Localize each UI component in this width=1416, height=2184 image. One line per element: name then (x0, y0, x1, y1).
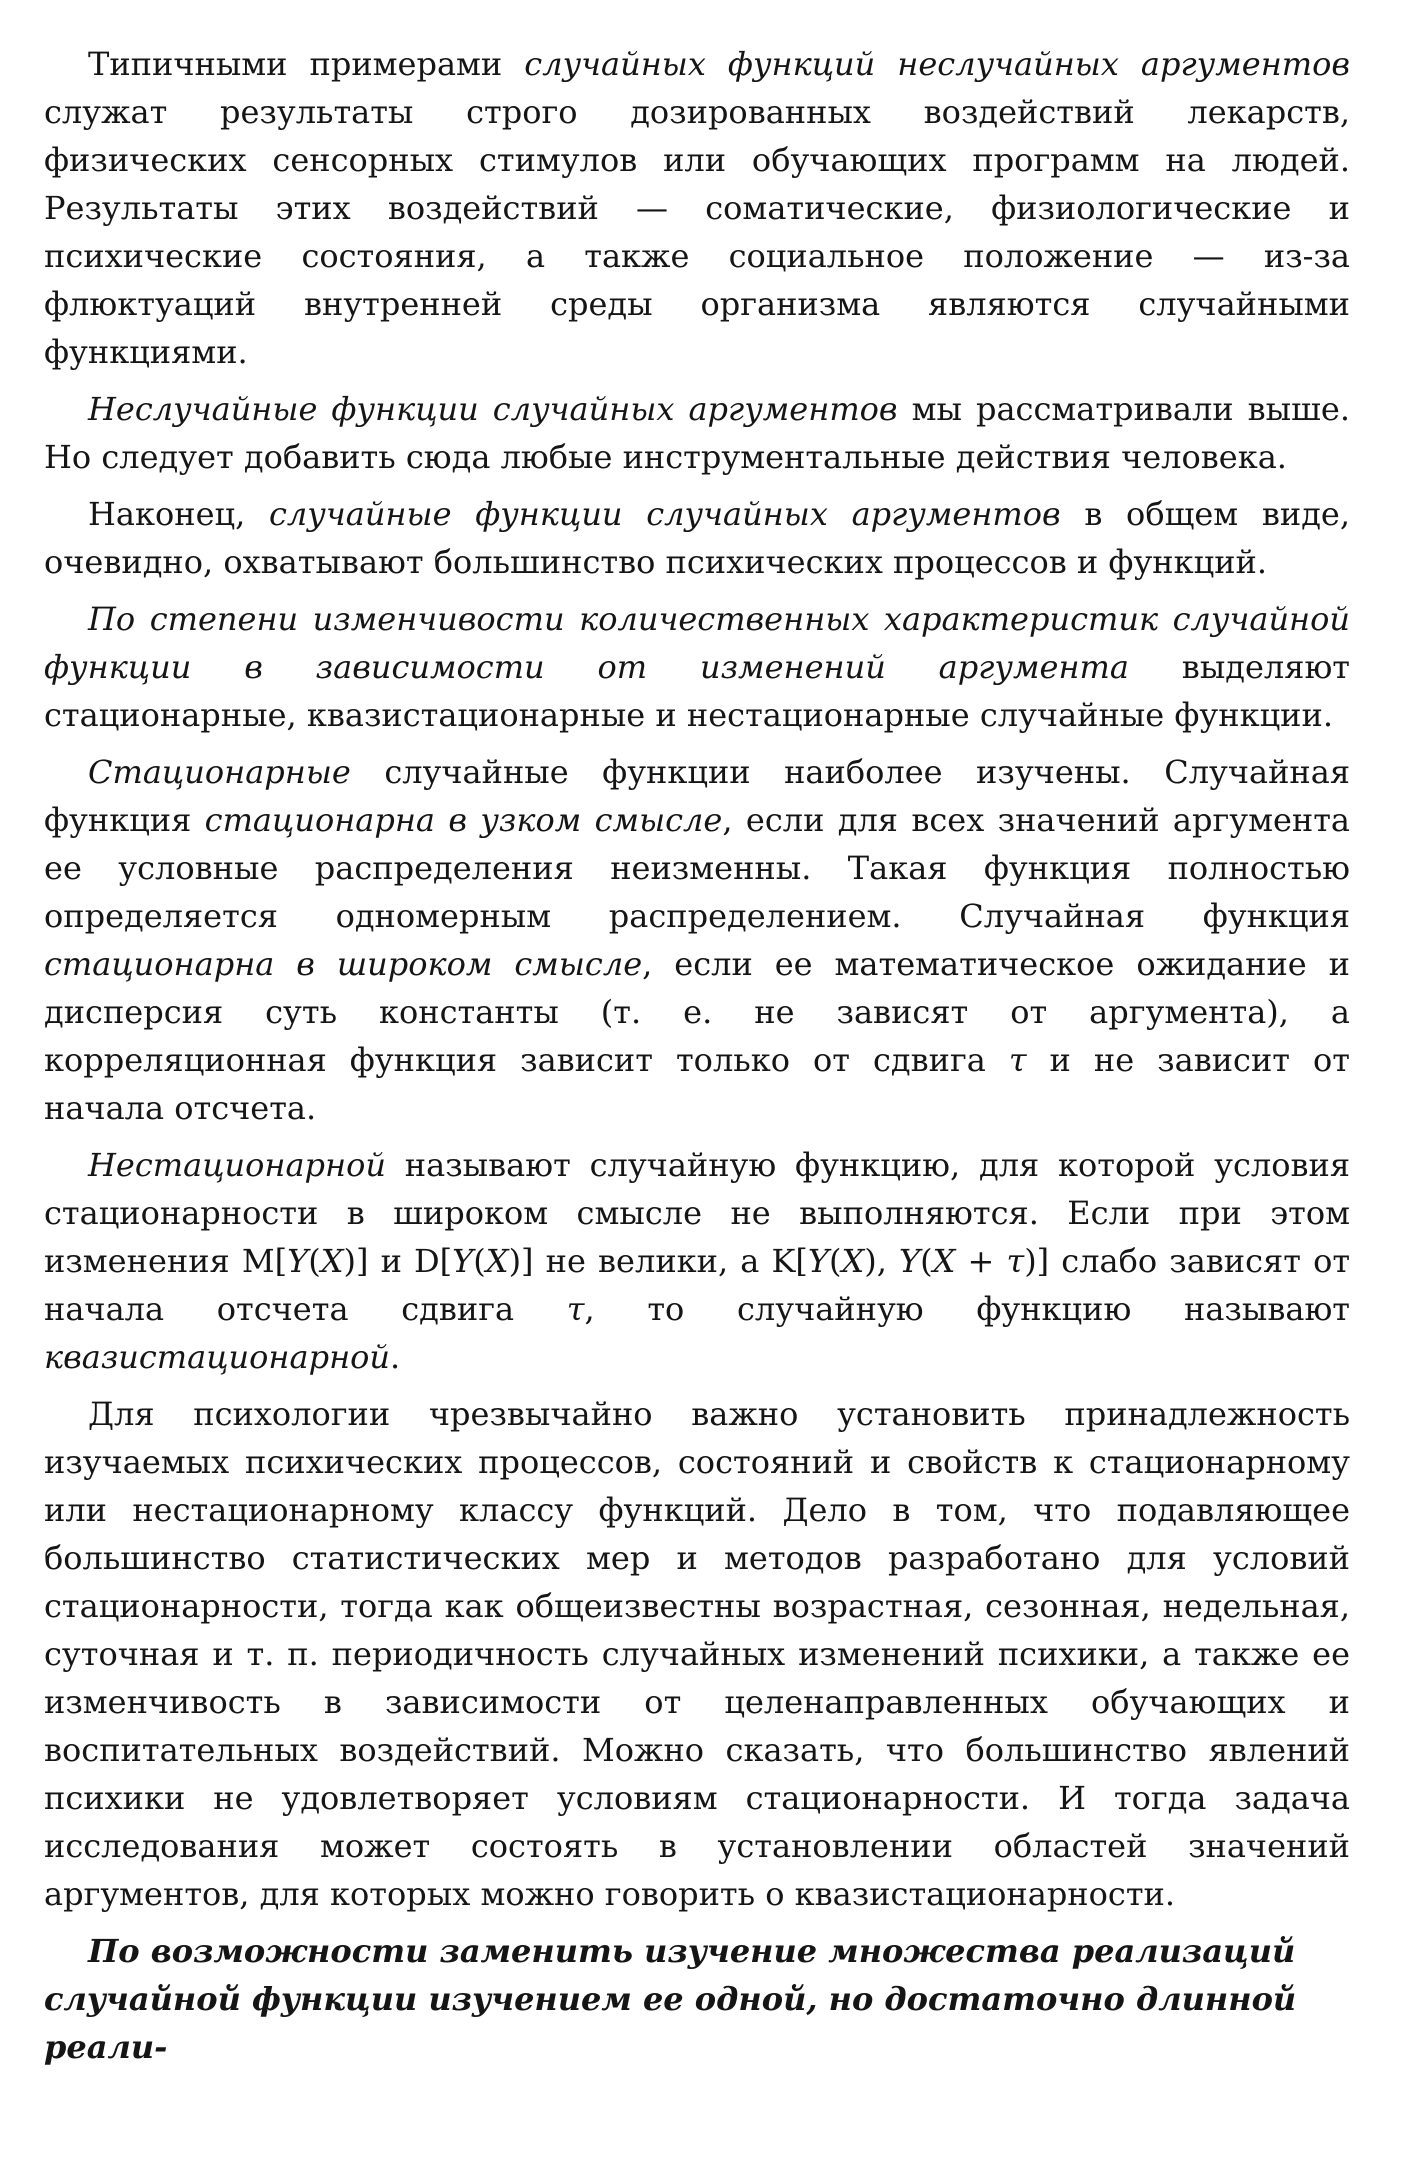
text-run: Наконец, (88, 495, 269, 533)
text-run: , если для всех значений аргумента ее условные распределения неизменны. Такая функция полностью определяется одномерным распределением. Случайная функция (44, 801, 1351, 935)
text-run: в общем виде, очевидно, охватывают большинство психических процессов и функций. (44, 495, 1351, 581)
text-run: ( (828, 1242, 842, 1280)
text-run: называют случайную функцию, для которой условия стационарности в широком смысле не выполняются. Если при этом изменения M[ (44, 1146, 1350, 1280)
text-run: , если ее математическое ожидание и дисперсия суть константы (т. е. не зависят от аргумента), а корреляционная функция зависит только от сдвига (44, 945, 1351, 1079)
paragraph (44, 1390, 1350, 1918)
text-run: ( (473, 1242, 486, 1280)
italic-term: Y (899, 1242, 921, 1280)
text-run: ( (308, 1242, 321, 1280)
italic-term: квазистационарной (44, 1338, 391, 1376)
document-page (44, 40, 1350, 2071)
text-run: )] слабо зависят от начала отсчета сдвига (44, 1242, 1351, 1328)
paragraph (44, 1927, 1350, 2071)
italic-term: Неслучайные функции случайных аргументов (88, 390, 898, 428)
text-run: . (390, 1338, 401, 1376)
text-run: служат результаты строго дозированных воздействий лекарств, физических сенсорных стимулов или обучающих программ на людей. Результаты этих воздействий — соматические, физиологические и психические состояния, а также социальное положение — из-за флюктуаций внутренней среды организма являются случайными функциями. (44, 93, 1350, 371)
italic-term: стационарна в широком смысле (44, 945, 643, 983)
text-run: и не зависит от начала отсчета. (44, 1041, 1350, 1127)
text-run: Для психологии чрезвычайно важно установить принадлежность изучаемых психических процессов, состояний и свойств к стационарному или нестационарному классу функций. Дело в том, что подавляющее большинство статистических мер и методов разработано для условий стационарности, тогда как общеизвестны возрастная, сезонная, недельная, суточная и т. п. периодичность случайных изменений психики, а также ее изменчивость в зависимости от целенаправленных обучающих и воспитательных воздействий. Можно сказать, что большинство явлений психики не удовлетворяет условиям стационарности. И тогда задача исследования может состоять в установлении областей значений аргументов, для которых можно говорить о квазистационарности. (44, 1395, 1350, 1913)
italic-term: Нестационарной (88, 1146, 386, 1184)
italic-term: X (485, 1242, 509, 1280)
italic-term: Y (807, 1242, 829, 1280)
italic-term: X (320, 1242, 344, 1280)
text-run: выделяют стационарные, квазистационарные и нестационарные случайные функции. (44, 648, 1351, 734)
italic-term: стационарна в узком смысле (204, 801, 723, 839)
text-run: мы рассматривали выше. Но следует добавить сюда любые инструментальные действия человека. (44, 390, 1350, 476)
italic-term: τ (1008, 1041, 1027, 1079)
italic-term: Y (287, 1242, 309, 1280)
italic-term: X (841, 1242, 865, 1280)
text-run: ( (920, 1242, 933, 1280)
text-run: Типичными примерами (88, 45, 525, 83)
text-run: + (955, 1242, 1007, 1280)
paragraph (44, 1141, 1350, 1381)
italic-term: X (932, 1242, 956, 1280)
text-run: , то случайную функцию называют (584, 1290, 1350, 1328)
italic-term: По степени изменчивости количественных характеристик случайной функции в зависимости от изменений аргумента (44, 600, 1350, 686)
paragraph (44, 490, 1350, 586)
italic-term: случайных функций неслучайных аргументов (524, 45, 1351, 83)
paragraph (44, 748, 1350, 1132)
italic-term: τ (1006, 1242, 1025, 1280)
paragraph (44, 385, 1350, 481)
text-run: )] и D[ (343, 1242, 453, 1280)
italic-term: τ (566, 1290, 585, 1328)
italic-term: Y (452, 1242, 474, 1280)
text-run: )] не велики, а K[ (508, 1242, 808, 1280)
italic-term: случайные функции случайных аргументов (268, 495, 1061, 533)
italic-term: Стационарные (88, 753, 351, 791)
text-run: случайные функции наиболее изучены. Случайная функция (44, 753, 1350, 839)
paragraph (44, 40, 1350, 376)
text-run: ), (864, 1242, 900, 1280)
paragraph (44, 595, 1350, 739)
bold-italic-term: По возможности заменить изучение множества реализаций случайной функции изучением ее одной, но достаточно длинной реали- (44, 1932, 1297, 2066)
